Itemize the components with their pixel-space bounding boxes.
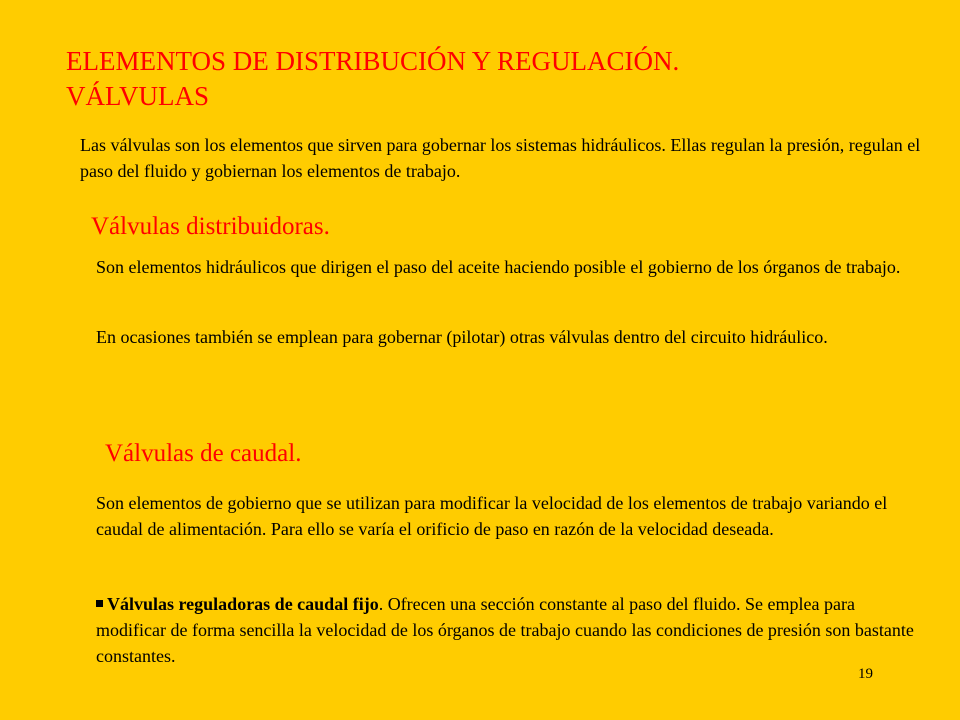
section-heading-caudal: Válvulas de caudal. xyxy=(105,440,302,467)
intro-paragraph: Las válvulas son los elementos que sirven para gobernar los sistemas hidráulicos. Ellas regulan la presión, regulan el paso del fluido y gobiernan los elementos de trabajo. xyxy=(80,135,921,181)
distribuidoras-paragraph-2: En ocasiones también se emplean para gobernar (pilotar) otras válvulas dentro del circuito hidráulico. xyxy=(96,327,828,347)
distribuidoras-paragraph-1: Son elementos hidráulicos que dirigen el paso del aceite haciendo posible el gobierno de los órganos de trabajo. xyxy=(96,257,901,277)
caudal-bullet-term: Válvulas reguladoras de caudal fijo xyxy=(107,594,379,614)
caudal-bullet-text: . Ofrecen una sección constante al paso del fluido. Se emplea para modificar de forma sencilla la velocidad de los órganos de trabajo cuando las condiciones de presión son bastante constantes. xyxy=(96,594,914,666)
caudal-bullet-item xyxy=(96,591,926,669)
square-bullet-icon xyxy=(96,600,103,607)
caudal-paragraph-1: Son elementos de gobierno que se utilizan para modificar la velocidad de los elementos de trabajo variando el caudal de alimentación. Para ello se varía el orificio de paso en razón de la velocidad deseada. xyxy=(96,493,888,539)
page-number: 19 xyxy=(858,666,873,682)
slide-title xyxy=(66,44,926,114)
slide-title-line-1: ELEMENTOS DE DISTRIBUCIÓN Y REGULACIÓN. xyxy=(66,46,680,76)
section-heading-distribuidoras: Válvulas distribuidoras. xyxy=(91,213,330,240)
slide-title-line-2: VÁLVULAS xyxy=(66,81,210,111)
